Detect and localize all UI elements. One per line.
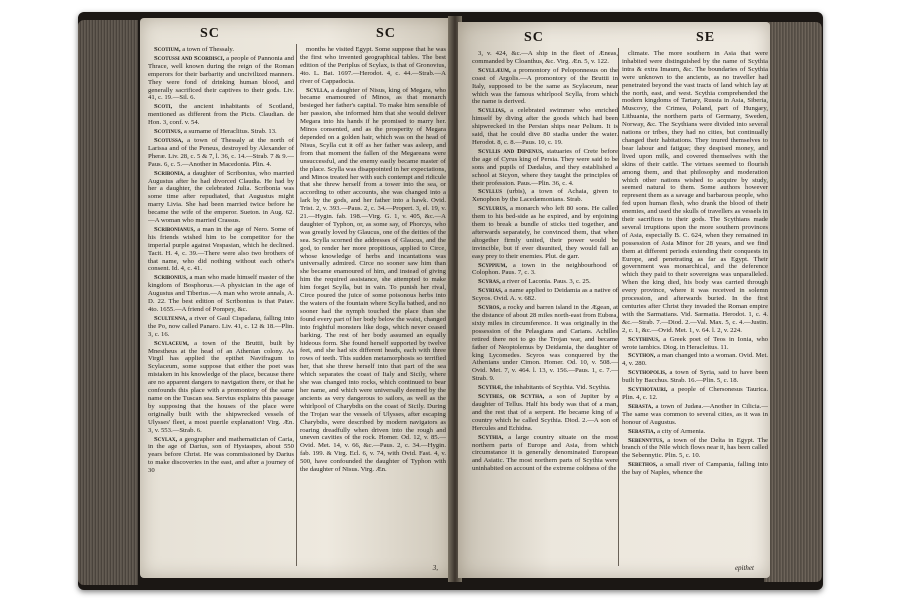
entry-headword: Scythopolis, xyxy=(628,369,667,377)
dictionary-entry xyxy=(622,437,768,461)
right-page-column-1 xyxy=(472,50,618,568)
dictionary-entry xyxy=(148,226,294,273)
dictionary-entry xyxy=(472,287,618,303)
entry-text: a monarch who left 80 sons. He called them to his bed-side as he expired, and by enjoining them to break a bundle of sticks tied together, and afterwards separately, he convinced them, that when altogether firmly united, their power would be invincible, but if ever disunited, they would fall an easy prey to their enemies. Plut. de garr. xyxy=(472,205,618,260)
entry-text: a large country situate on the most northern parts of Europe and Asia, from which circumstance it is generally denominated European and Asiatic. The most northern parts of Scythia were uninhabited on account of the extreme coldness of the xyxy=(472,433,618,473)
dictionary-entry xyxy=(472,434,618,474)
entry-headword: Sebasta, xyxy=(628,402,654,410)
entry-text: a man who made himself master of the kingdom of Bosphorus.—A physician in the age of Augustus and Tiberius.—A man who wrote annals, A. D. 22. The best edition of Scribonius is that Patav. 4to. 1655.—A friend of Pompey, &c. xyxy=(148,274,294,313)
entry-text: the inhabitants of Scythia. Vid. Scythia. xyxy=(504,384,611,392)
dictionary-entry xyxy=(622,336,768,352)
entry-text: a daughter of Scribonius, who married Augustus after he had divorced Claudia. He had by her a daughter, the celebrated Julia. Scribonia was some time after repudiated, that Augustus might marry Livia. She had been married twice before he became the wife of the emperor. Sueton. in Aug. 62.—A woman who married Crassus. xyxy=(148,169,294,225)
column-rule xyxy=(618,48,619,566)
dictionary-entry xyxy=(472,148,618,188)
dictionary-entry xyxy=(472,205,618,260)
dictionary-entry xyxy=(148,170,294,225)
entry-text: a river of Gaul Cispadana, falling into the Po, now called Panaro. Liv. 41, c. 12 & 18.—Plin. 3, c. 16. xyxy=(148,314,294,338)
dictionary-entry xyxy=(622,352,768,368)
entry-text: a promontory of Peloponnesus on the coast of Argolis.—A promontory of the Bruttii in Italy, supposed to be the same as Scylaceum, near which was the famous whirlpool Scylla, from which the name is derived. xyxy=(472,66,618,106)
left-page-header xyxy=(140,26,452,42)
entry-headword: Scyrias, xyxy=(478,287,503,295)
entry-text: a town of Syria, said to have been built by Bacchus. Strab. 16.—Plin. 5, c. 18. xyxy=(622,369,768,385)
entry-text: a city of Armenia. xyxy=(657,427,706,435)
dictionary-entry xyxy=(148,315,294,339)
page-edges-left xyxy=(78,20,138,585)
entry-headword: Scyllus xyxy=(478,188,503,196)
entry-text: a geographer and mathematician of Caria, in the age of Darius, son of Hystaspes, about 550 years before Christ. He was commissioned by Darius to make discoveries in the east, and after a journey of 30 xyxy=(148,435,294,475)
entry-text: a man in the age of Nero. Some of his friends wished him to be competitor for the imperial purple against Vespasian, which he declined. Tacit. H. 4, c. 39.—There were also two brothers of that name, who did nothing without each other's consent. Id. 4, c. 41. xyxy=(148,225,294,273)
entry-text: a town of the Bruttii, built by Mnestheus at the head of an Athenian colony. As Virgil has applied the epithet Navifragum to Scylaceum, some suppose that either the poet was mistaken in his knowledge of the place, because there are no apparent dangers to navigation there, or that he confounds this place with a promontory of the same name on the Tuscan sea. Servius explains this passage by supposing that the houses of the place were originally built with the shipwrecked vessels of Ulysses' fleet, a most puerile explanation! Virg. Æn. 3, v. 553.—Strab. 6. xyxy=(148,339,294,434)
entry-headword: Scylurus, xyxy=(478,205,508,213)
entry-text: a man changed into a woman. Ovid. Met. 4, v. 280. xyxy=(622,352,768,368)
entry-text: a surname of Heraclitus. Strab. 13. xyxy=(183,128,277,136)
dictionary-entry xyxy=(472,107,618,147)
running-head-right: SE xyxy=(696,30,716,45)
entry-headword: Scythinus, xyxy=(628,335,660,343)
dictionary-entry xyxy=(148,436,294,476)
right-page xyxy=(458,22,770,578)
entry-text: a town of Thessaly. xyxy=(182,46,235,53)
dictionary-entry xyxy=(148,274,294,314)
dictionary-entry xyxy=(300,46,446,86)
entry-headword: Scython, xyxy=(628,352,656,360)
dictionary-entry xyxy=(472,67,618,107)
left-page-column-1 xyxy=(148,46,294,568)
entry-headword: Scoti, xyxy=(154,103,173,111)
entry-text: a small river of Campania, falling into the bay of Naples, whence the xyxy=(622,461,768,477)
catchword: epithet xyxy=(734,564,754,572)
left-page-column-2 xyxy=(300,46,446,568)
entry-text: statuaries of Crete before the age of Cyrus king of Persia. They were said to be sons and pupils of Dædalus, and they established a school at Sicyon, where they taught the principles of their profession. Paus.—Plin. 36, c. 4. xyxy=(472,147,618,187)
dictionary-entry xyxy=(148,46,294,54)
entry-headword: Scyras, xyxy=(478,278,501,286)
running-head-right: SC xyxy=(376,26,396,41)
entry-text: a town of Thessaly at the north of Larissa and of the Peneus, destroyed by Alexander of Pheræ. Liv. 28, c. 5 & 7, l. 36, c. 14.—Strab. 7 & 9.—Paus. 6, c. 5.—Another in Macedonia. Plin. 4. xyxy=(148,136,294,168)
entry-headword: Scotinus, xyxy=(154,128,183,136)
dictionary-entry xyxy=(622,386,768,402)
entry-text: a town of Judæa.—Another in Cilicia.—The same was common to several cities, as it was in honour of Augustus. xyxy=(622,402,768,426)
dictionary-entry xyxy=(622,403,768,427)
dictionary-entry xyxy=(472,304,618,383)
entry-text: 3, v. 424, &c.—A ship in the fleet of Æneas, commanded by Cloanthus, &c. Virg. Æn. 5, v. 122. xyxy=(472,50,618,65)
entry-text: a river of Laconia. Paus. 3, c. 25. xyxy=(502,278,591,286)
dictionary-entry xyxy=(622,461,768,477)
entry-text: a rocky and barren island in the Ægean, at the distance of about 28 miles north-east from Eubœa, sixty miles in circumference. It was originally in the possession of the Pelasgians and Carians. Achilles retired there not to go the Trojan war, and became father of Neoptolemus by Deidamia, the daughter of king Lycomedes. Scyros was conquered by the Athenians under Cimon. Homer. Od. 10, v. 508.—Ovid. Met. 7, v. 464. l. 13, v. 156.—Paus. 1, c. 7.—Strab. 9. xyxy=(472,304,618,383)
entry-headword: Sebennytus, xyxy=(628,436,664,444)
dictionary-entry xyxy=(472,50,618,66)
running-head-left: SC xyxy=(524,30,544,45)
entry-headword: Scultenna, xyxy=(154,314,187,322)
dictionary-entry xyxy=(148,128,294,136)
right-page-column-2 xyxy=(622,50,768,568)
entry-headword: Scribonianus, xyxy=(154,225,195,233)
entry-headword: Scythotauri, xyxy=(628,386,668,394)
entry-headword: Scribonia, xyxy=(154,169,185,177)
dictionary-entry xyxy=(300,87,446,474)
entry-text: months he visited Egypt. Some suppose that he was the first who invented geographical tables. The best edition of the Periplus of Scylax, is that of Gronovius, 4to. L. Bat. 1697.—Herodot. 4, c. 44.—Strab.—A river of Cappadocia. xyxy=(300,46,446,85)
entry-text: a name applied to Deidamia as a native of Scyros. Ovid. A. v. 682. xyxy=(472,287,618,303)
left-page xyxy=(140,18,452,578)
dictionary-entry xyxy=(472,278,618,286)
entry-headword: Scyllæum, xyxy=(478,66,511,74)
dictionary-entry xyxy=(472,262,618,278)
column-rule xyxy=(296,44,297,566)
entry-headword: Scyppium, xyxy=(478,261,507,269)
entry-text: a son of Jupiter by a daughter of Tellus. Half his body was that of a man, and the rest that of a serpent. He became king of a country which he called Scythia. Diod. 2.—A son of Hercules and Echidna. xyxy=(472,393,618,432)
page-edges-right xyxy=(764,22,822,582)
entry-text: a Greek poet of Teos in Ionia, who wrote iambics. Diog. in Heracleitus. 11. xyxy=(622,335,768,351)
entry-text: a town of the Delta in Egypt. The branch of the Nile which flows near it, has been called the Sebennytic. Plin. 5, c. 10. xyxy=(622,436,768,460)
entry-headword: Scyros, xyxy=(478,304,501,312)
entry-text: (urbis), a town of Achaia, given to Xenophon by the Lacedæmonians. Strab. xyxy=(472,188,618,204)
entry-text: a daughter of Nisus, king of Megara, who became enamoured of Minos, as that monarch besieged her father's capital. To make him sensible of her passion, she informed him that she would deliver Megara into his hands if he promised to marry her. Minos consented, and as the prosperity of Megara depended on a golden hair, which was on the head of Nisus, Scylla cut it off as her father was asleep, and from that moment the fallen of the Megareans were unsuccessful, and the enemy easily became master of the place. Scylla was disappointed in her expectations, and Minos treated her with such contempt and ridicule that she threw herself from a tower into the sea, or according to other accounts, she was changed into a lark by the gods, and her father into a hawk. Ovid. Trist. 2, v. 393.—Paus. 2, c. 34.—Propert. 3, el. 19, v. 21.—Hygin. fab. 198.—Virg. G. 1, v. 405, &c.—A daughter of Typhon, or, as some say, of Phorcys, who was greatly loved by Glaucus, one of the deities of the sea. Scylla scorned the addresses of Glaucus, and the god, to render her more propitious, applied to Circe, whose knowledge of herbs and incantations was universally admired. Circe no sooner saw him than she became enamoured of him, and instead of giving him the required assistance, she attempted to make him forget Scylla, but in vain. To punish her rival, Circe poured the juice of some poisonous herbs into the waters of the fountain where Scylla bathed, and no sooner had the nymph touched the place than she found every part of her body below the waist, changed into frightful monsters like dogs, which never ceased barking. The rest of her body assumed an equally hideous form. She found herself supported by twelve feet, and she had six different heads, each with three rows of teeth. This sudden metamorphosis so terrified her, that she threw herself into that part of the sea which separates the coast of Italy and Sicily, where she was changed into rocks, which continued to bear her name, and which were universally deemed by the ancients as very dangerous to sailors, as well as the whirlpool of Charybdis on the coast of Sicily. During the Trojan war the vessels of Ulysses, after escaping Charybdis, were described by modern navigators as roaring dreadfully when driven into the rough and uneven cavities of the rock. Homer. Od. 12, v. 85.—Ovid. Met. 14, v. 66, &c.—Paus. 2, c. 34.—Hygin. fab. 199. & Virg. Ecl. 6, v. 74, with Ovid. Fast. 4, v. 500, have confounded the daughter of Typhon with the daughter of Nisus. Virg. Æn. xyxy=(300,86,446,474)
entry-headword: Scylla, xyxy=(306,86,329,94)
right-page-header xyxy=(458,30,770,46)
dictionary-entry xyxy=(472,393,618,433)
dictionary-entry xyxy=(472,188,618,204)
dictionary-entry xyxy=(148,340,294,435)
entry-headword: Scotussi and Scordisci, xyxy=(154,54,225,62)
running-head-left: SC xyxy=(200,26,220,41)
entry-text: climate. The more southern in Asia that were inhabited were distinguished by the name of Scythia intra & extra Imaum, &c. The boundaries of Scythia were unknown to the ancients, as no traveller had penetrated beyond the vast tracts of land which lay at the north, east, and west. Scythia comprehended the modern kingdoms of Tartary, Russia in Asia, Siberia, Muscovy, the Crimea, Poland, part of Hungary, Lithuania, the northern parts of Germany, Sweden, Norway, &c. The Scythians were divided into several nations or tribes, they had no cities, but continually changed their habitations. They inured themselves to bear labour and fatigue; they despised money, and lived upon milk, and covered themselves with the skins of their cattle. The virtues seemed to flourish among them, and that philosophy and moderation which other nations wished to acquire by study, seemed natural to them. Some authors however represent them as a savage and barbarous people, who fed upon human flesh, who drank the blood of their enemies, and used the skulls of travellers as vessels in their sacrifices to their gods. The Scythians made several irruptions upon the more southern provinces of Asia, especially B. C. 624, when they remained in possession of Asia Minor for 28 years, and we find them at different periods extending their conquests in Europe, and penetrating as far as Egypt. Their government was monarchical, and the deference which they paid to their sovereigns was unparalleled. When the king died, his body was carried through every province, where it was received in solemn procession, and afterwards buried. In the first centuries after Christ they invaded the Roman empire with the Sarmatians. Vid. Sarmatia. Herodot. 1, c. 4. &c.—Strab. 7.—Diod. 2.—Val. Max. 5, c. 4.—Justin. 2, c. 1, &c.—Ovid. Met. 1, v. 64. l. 2, v. 224. xyxy=(622,50,768,334)
catchword: 3, xyxy=(432,564,438,572)
entry-headword: Scotussa, xyxy=(154,136,184,144)
entry-text: a people of Chersonesus Taurica. Plin. 4, c. 12. xyxy=(622,386,768,401)
entry-headword: Scyllis and Dipœnus, xyxy=(478,147,544,155)
dictionary-entry xyxy=(622,428,768,436)
entry-text: a celebrated swimmer who enriched himself by diving after the goods which had been shipwrecked in the Persian ships near Pelium. It is said, that he could dive 80 stadia under the water. Herodot. 8, c. 8.—Paus. 10, c. 19. xyxy=(472,107,618,146)
entry-text: a town in the neighbourhood of Colophon. Paus. 7, c. 3. xyxy=(472,261,618,277)
entry-text: the ancient inhabitants of Scotland, mentioned as different from the Picts. Claudian. de Hon. 3, conf. v. 54. xyxy=(148,103,294,127)
entry-headword: Scyllias, xyxy=(478,107,506,115)
entry-text: a people of Pannonia and Thrace, well known during the reign of the Roman emperors for their barbarity and uncivilized manners. They were fond of drinking human blood, and generally sacrificed their captives to their gods. Liv. 41, c. 19.—Sil. 6. xyxy=(148,54,294,102)
dictionary-entry xyxy=(472,384,618,392)
dictionary-entry xyxy=(622,50,768,335)
entry-headword: Scythes, or Scytha, xyxy=(478,393,545,401)
dictionary-entry xyxy=(148,55,294,102)
dictionary-entry xyxy=(622,369,768,385)
entry-headword: Scythæ, xyxy=(478,384,503,392)
dictionary-entry xyxy=(148,137,294,169)
entry-headword: Sebethos, xyxy=(628,461,658,469)
dictionary-entry xyxy=(148,103,294,127)
entry-headword: Scythia, xyxy=(478,433,504,441)
entry-headword: Sebastia, xyxy=(628,427,656,435)
entry-headword: Scotium, xyxy=(154,46,181,53)
entry-headword: Scylax, xyxy=(154,435,178,443)
entry-headword: Scylaceum, xyxy=(154,339,189,347)
entry-headword: Scribonius, xyxy=(154,274,188,282)
